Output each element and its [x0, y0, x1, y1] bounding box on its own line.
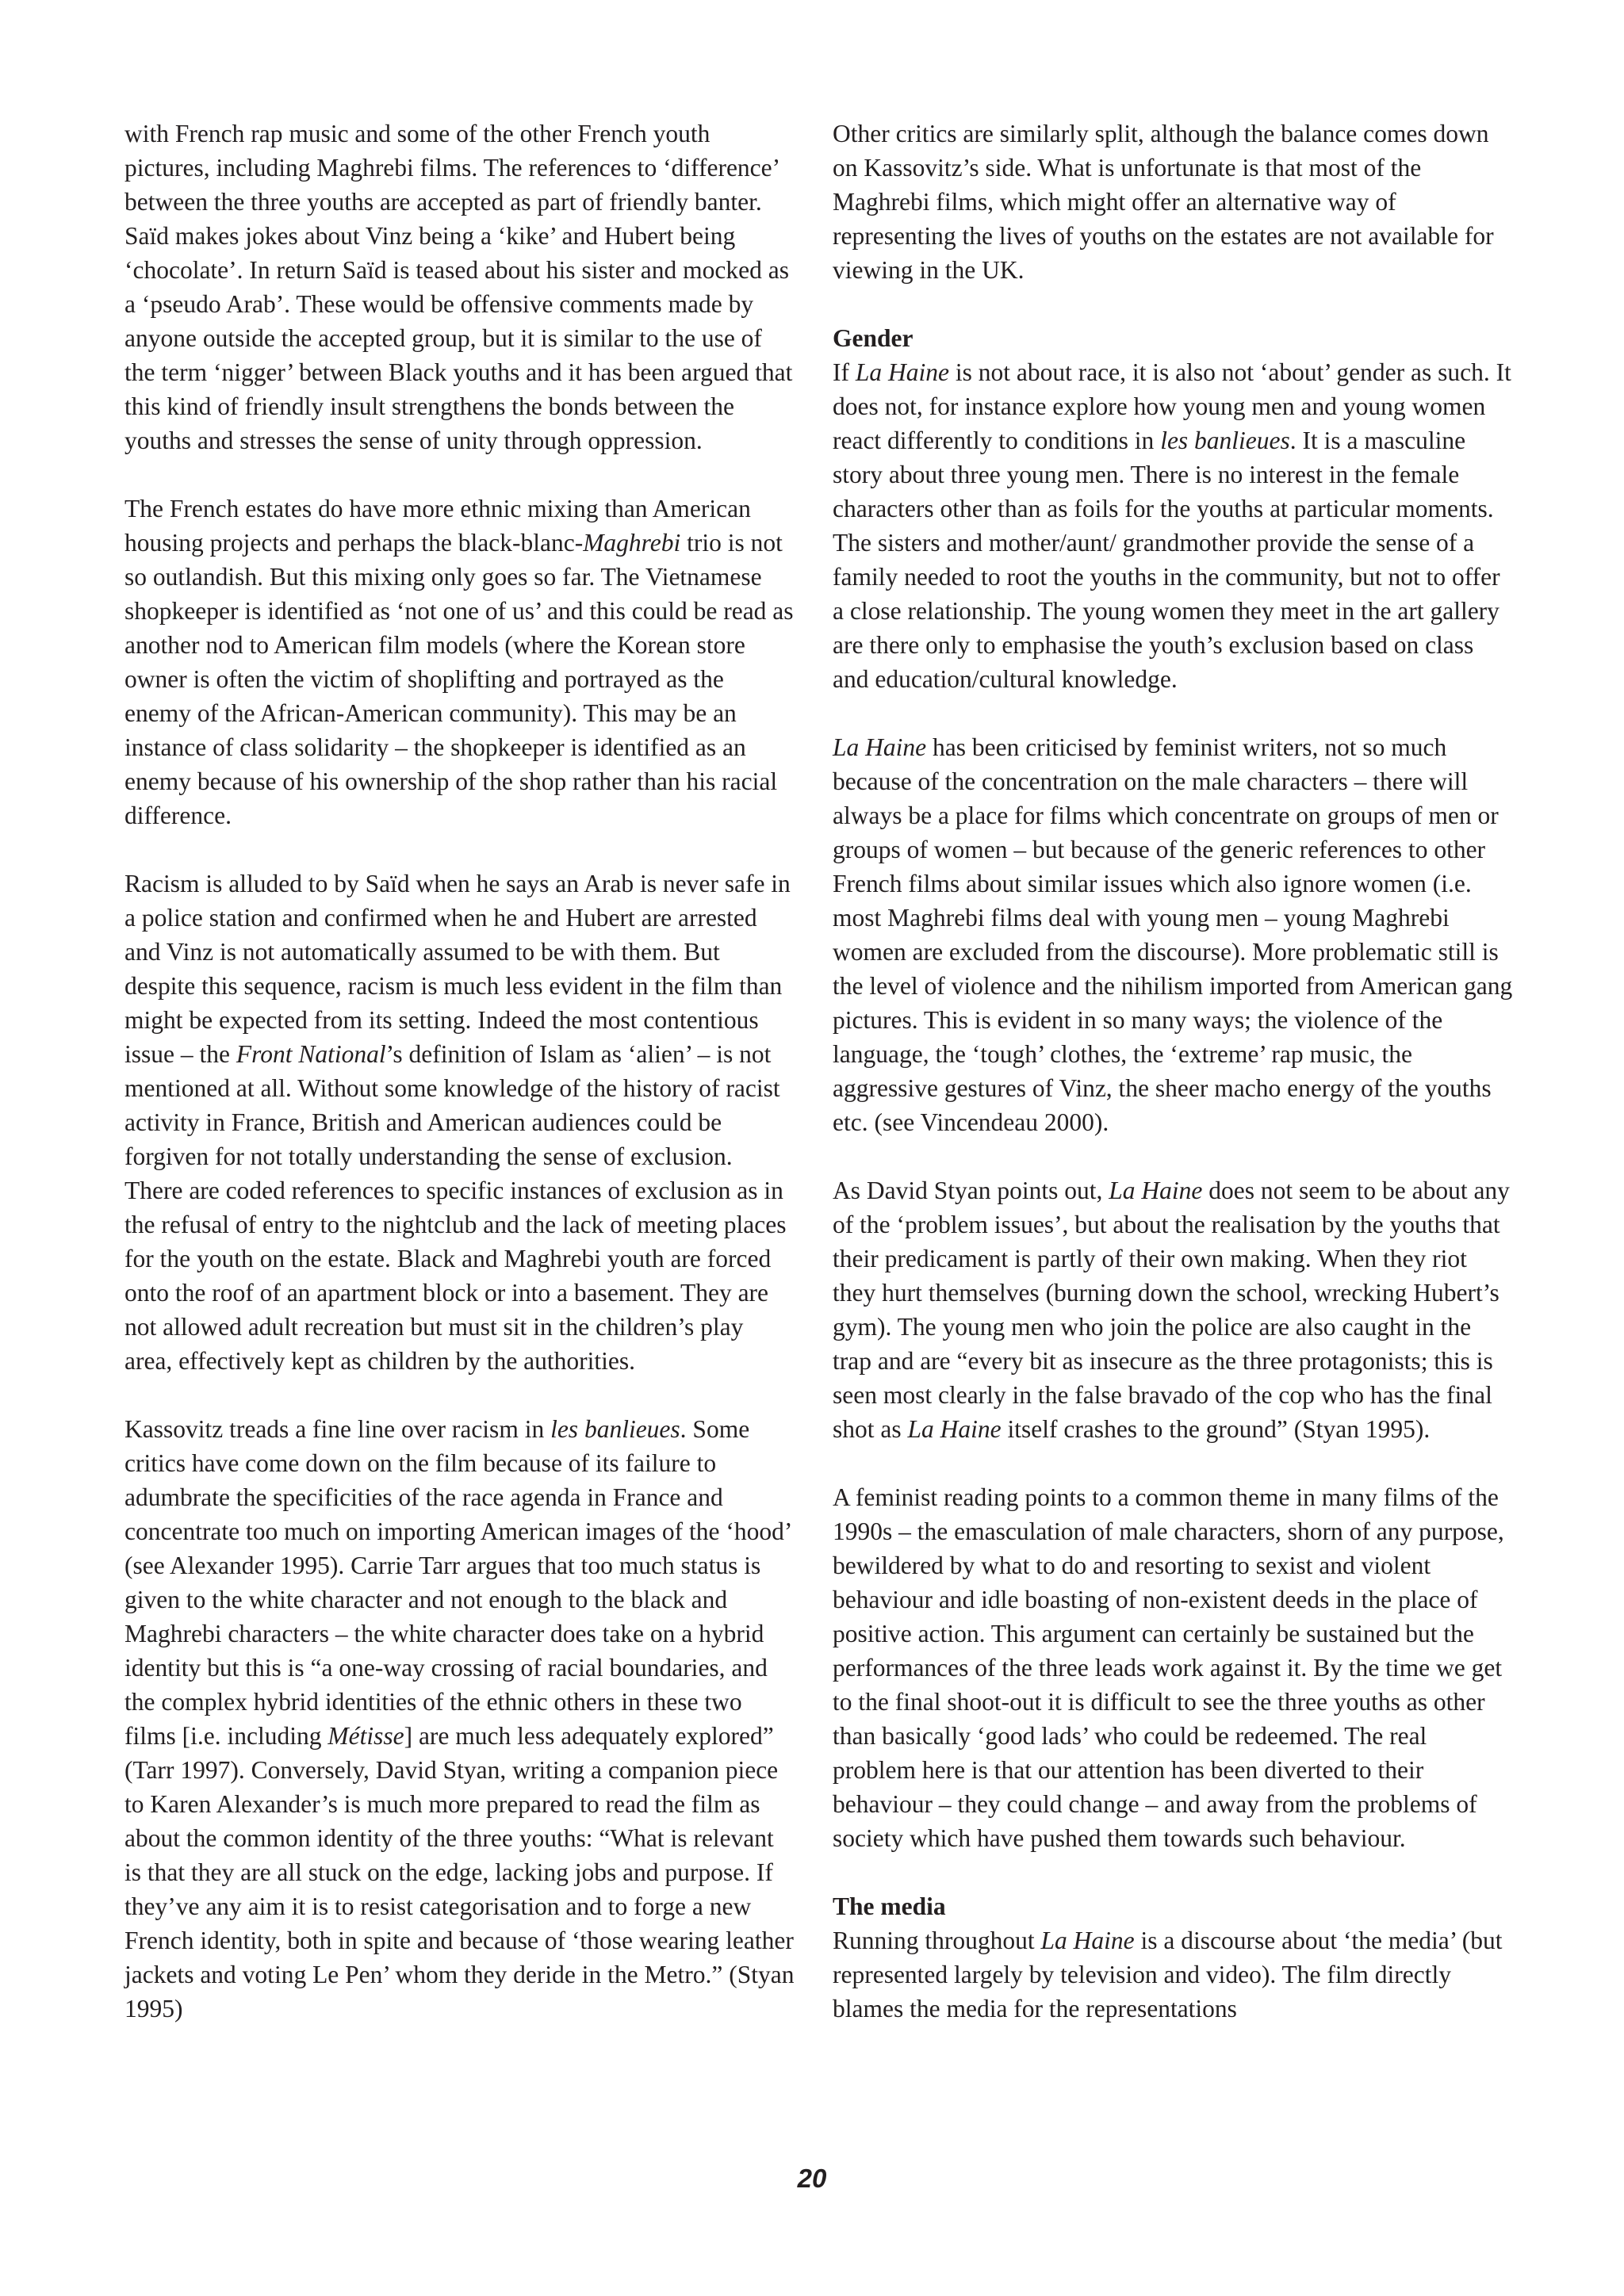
paragraph-banter: with French rap music and some of the other French youth pictures, including Maghrebi films. The references to ‘difference’ between the three youths are accepted as part of friendly banter. Saïd makes jokes about Vinz being a ‘kike’ and Hubert being ‘chocolate’. In return Saïd is teased about his sister and mocked as a ‘pseudo Arab’. These would be offensive comments made by anyone outside the accepted group, but it is similar to the use of the term ‘nigger’ between Black youths and it has been argued that this kind of friendly insult strengthens the bonds between the youths and stresses the sense of unity through oppression.: [124, 120, 793, 454]
paragraph-kassovitz: Kassovitz treads a fine line over racism in les banlieues. Some critics have come down on the film because of its failure to adumbrate the specificities of the race agenda in France and concentrate too much on importing American images of the ‘hood’ (see Alexander 1995). Carrie Tarr argues that too much status is given to the white character and not enough to the black and Maghrebi characters – the white character does take on a hybrid identity but this is “a one-way crossing of racial boundaries, and the complex hybrid identities of the ethnic others in these two films [i.e. including Métisse] are much less adequately explored” (Tarr 1997). Conversely, David Styan, writing a companion piece to Karen Alexander’s is much more prepared to read the film as about the common identity of the three youths: “What is relevant is that they are all stuck on the edge, lacking jobs and purpose. If they’ve any aim it is to resist categorisation and to forge a new French identity, both in spite and because of ‘those wearing leather jackets and voting Le Pen’ whom they deride in the Metro.” (Styan 1995): [124, 1415, 795, 2022]
page-number: 20: [797, 2164, 827, 2193]
heading-gender: Gender: [833, 324, 914, 352]
paragraph-feminist-critique: La Haine has been criticised by feminist writers, not so much because of the concentration on the male characters – there will always be a place for films which concentrate on groups of men or groups of women – but because of the generic references to other French films about similar issues which also ignore women (i.e. most Maghrebi films deal with young men – young Maghrebi women are excluded from the discourse). More problematic still is the level of violence and the nihilism imported from American gang pictures. This is evident in so many ways; the violence of the language, the ‘tough’ clothes, the ‘extreme’ rap music, the aggressive gestures of Vinz, the sheer macho energy of the youths etc. (see Vincendeau 2000).: [833, 733, 1513, 1136]
heading-media: The media: [833, 1892, 946, 1920]
paragraph-ethnic-mixing: The French estates do have more ethnic mixing than American housing projects and perhaps the black-blanc-Maghrebi trio is not so outlandish. But this mixing only goes so far. The Vietnamese shopkeeper is identified as ‘not one of us’ and this could be read as another nod to American film models (where the Korean store owner is often the victim of shoplifting and portrayed as the enemy of the African-American community). This may be an instance of class solidarity – the shopkeeper is identified as an enemy because of his ownership of the shop rather than his racial difference.: [124, 495, 794, 829]
paragraph-gender: If La Haine is not about race, it is also not ‘about’ gender as such. It does not, for instance explore how young men and young women react differently to conditions in les banlieues. It is a masculine story about three young men. There is no interest in the female characters other than as foils for the youths at particular moments. The sisters and mother/aunt/ grandmother provide the sense of a family needed to root the youths in the community, but not to offer a close relationship. The young women they meet in the art gallery are there only to emphasise the youth’s exclusion based on class and education/cultural knowledge.: [833, 358, 1511, 693]
paragraph-racism: Racism is alluded to by Saïd when he says an Arab is never safe in a police station and confirmed when he and Hubert are arrested and Vinz is not automatically assumed to be with them. But despite this sequence, racism is much less evident in the film than might be expected from its setting. Indeed the most contentious issue – the Front National’s definition of Islam as ‘alien’ – is not mentioned at all. Without some knowledge of the history of racist activity in France, British and American audiences could be forgiven for not totally understanding the sense of exclusion. There are coded references to specific instances of exclusion as in the refusal of entry to the nightclub and the lack of meeting places for the youth on the estate. Black and Maghrebi youth are forced onto the roof of an apartment block or into a basement. They are not allowed adult recreation but must sit in the children’s play area, effectively kept as children by the authorities.: [124, 870, 791, 1375]
paragraph-other-critics: Other critics are similarly split, although the balance comes down on Kassovitz’s side. What is unfortunate is that most of the Maghrebi films, which might offer an alternative way of representing the lives of youths on the estates are not available for viewing in the UK.: [833, 120, 1494, 284]
paragraph-media: Running throughout La Haine is a discourse about ‘the media’ (but represented largely by television and video). The film directly blames the media for the representations: [833, 1927, 1503, 2022]
paragraph-styan: As David Styan points out, La Haine does not seem to be about any of the ‘problem issues’, but about the realisation by the youths that their predicament is partly of their own making. When they riot they hurt themselves (burning down the school, wrecking Hubert’s gym). The young men who join the police are also caught in the trap and are “every bit as insecure as the three protagonists; this is seen most clearly in the false bravado of the cop who has the final shot as La Haine itself crashes to the ground” (Styan 1995).: [833, 1177, 1510, 1443]
left-column: [124, 117, 796, 2026]
paragraph-feminist-reading: A feminist reading points to a common theme in many films of the 1990s – the emasculation of male characters, shorn of any purpose, bewildered by what to do and resorting to sexist and violent behaviour and idle boasting of non-existent deeds in the place of positive action. This argument can certainly be sustained but the performances of the three leads work against it. By the time we get to the final shoot-out it is difficult to see the three youths as other than basically ‘good lads’ who could be redeemed. The real problem here is that our attention has been diverted to their behaviour – they could change – and away from the problems of society which have pushed them towards such behaviour.: [833, 1483, 1504, 1852]
right-column: [833, 117, 1513, 2026]
